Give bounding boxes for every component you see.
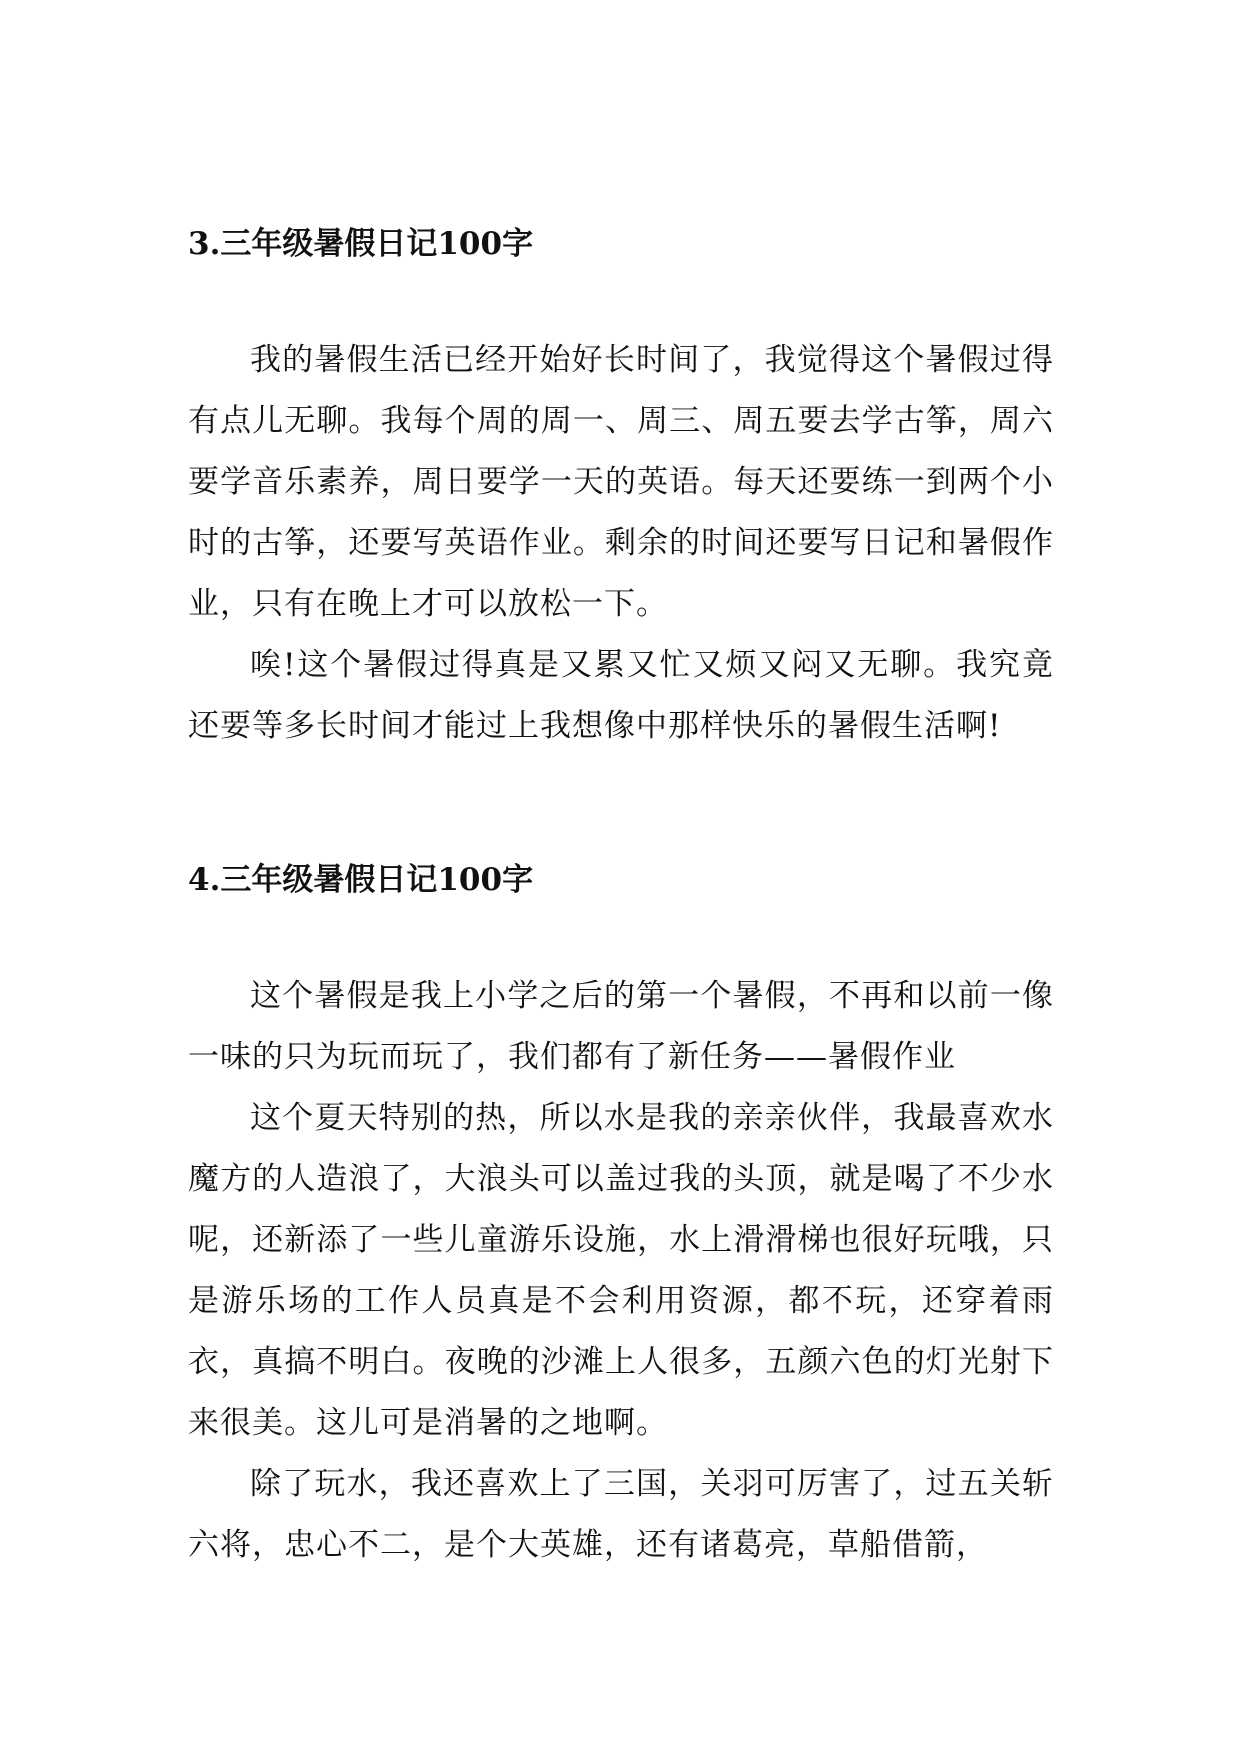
section-4-paragraph-3: 除了玩水，我还喜欢上了三国，关羽可厉害了，过五关斩六将，忠心不二，是个大英雄，还有诸葛亮，草船借箭， xyxy=(188,1466,1054,1563)
section-4-heading: 4.三年级暑假日记100字 xyxy=(188,862,534,898)
section-3-paragraph-2: 唉!这个暑假过得真是又累又忙又烦又闷又无聊。我究竟还要等多长时间才能过上我想像中那样快乐的暑假生活啊! xyxy=(188,647,1054,744)
section-3-paragraph-1: 我的暑假生活已经开始好长时间了，我觉得这个暑假过得有点儿无聊。我每个周的周一、周三、周五要去学古筝，周六要学音乐素养，周日要学一天的英语。每天还要练一到两个小时的古筝，还要写英语作业。剩余的时间还要写日记和暑假作业，只有在晚上才可以放松一下。 xyxy=(188,342,1054,622)
section-3-heading: 3.三年级暑假日记100字 xyxy=(188,226,534,262)
section-4-paragraph-2: 这个夏天特别的热，所以水是我的亲亲伙伴，我最喜欢水魔方的人造浪了，大浪头可以盖过我的头顶，就是喝了不少水呢，还新添了一些儿童游乐设施，水上滑滑梯也很好玩哦，只是游乐场的工作人员真是不会利用资源，都不玩，还穿着雨衣，真搞不明白。夜晚的沙滩上人很多，五颜六色的灯光射下来很美。这儿可是消暑的之地啊。 xyxy=(188,1100,1054,1441)
section-4-paragraph-1: 这个暑假是我上小学之后的第一个暑假，不再和以前一像一味的只为玩而玩了，我们都有了新任务——暑假作业 xyxy=(188,978,1054,1075)
